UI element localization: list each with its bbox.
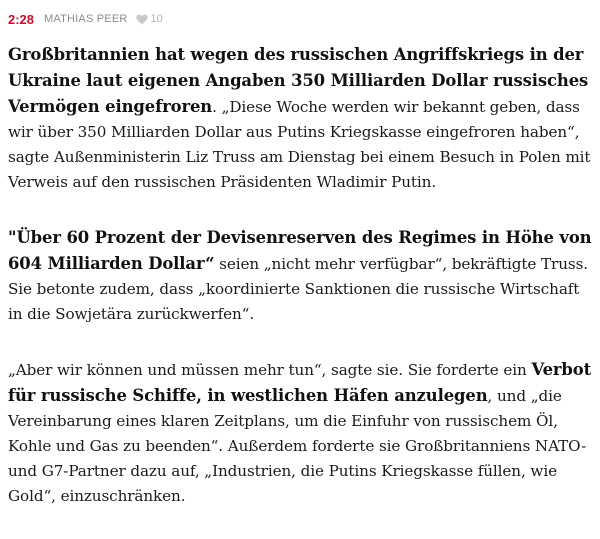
paragraph-1 — [8, 42, 592, 195]
paragraph-2-text: seien „nicht mehr verfügbar“, bekräftigte Truss. Sie betonte zudem, dass „koordinierte Sanktionen die russische Wirtschaft in die Sowjetära zurückwerfen“. — [8, 255, 589, 323]
paragraph-2 — [8, 225, 592, 327]
paragraph-1-text: . „Diese Woche werden wir bekannt geben, dass wir über 350 Milliarden Dollar aus Putins Kriegskasse eingefroren haben“, sagte Außenministerin Liz Truss am Dienstag bei einem Besuch in Polen mit Verweis auf den russischen Präsidenten Wladimir Putin. — [8, 98, 591, 191]
paragraph-2-lead: "Über 60 Prozent der Devisenreserven des Regimes in Höhe von 604 Milliarden Dollar“ — [8, 228, 592, 273]
post-meta — [8, 10, 163, 28]
like-count: 10 — [150, 13, 163, 25]
paragraph-1-lead: Großbritannien hat wegen des russischen Angriffskriegs in der Ukraine laut eigenen Angaben 350 Milliarden Dollar russisches Vermögen eingefroren — [8, 45, 589, 116]
heart-icon — [136, 14, 148, 25]
post-author[interactable]: MATHIAS PEER — [44, 13, 128, 25]
paragraph-3 — [8, 357, 592, 509]
paragraph-3-text-b: , und „die Vereinbarung eines klaren Zeitplans, um die Einfuhr von russischem Öl, Kohle und Gas zu beenden“. Außerdem forderte sie Großbritanniens NATO- und G7-Partner dazu auf, „Industrien, die Putins Kriegskasse füllen, wie Gold“, einzuschränken. — [8, 387, 587, 505]
like-button[interactable] — [136, 13, 163, 25]
post-time: 2:28 — [8, 11, 35, 27]
article-body — [8, 42, 592, 539]
paragraph-3-highlight: Verbot für russische Schiffe, in westlichen Häfen anzulegen — [8, 360, 592, 405]
paragraph-3-text-a: „Aber wir können und müssen mehr tun“, sagte sie. Sie forderte ein — [8, 361, 532, 379]
